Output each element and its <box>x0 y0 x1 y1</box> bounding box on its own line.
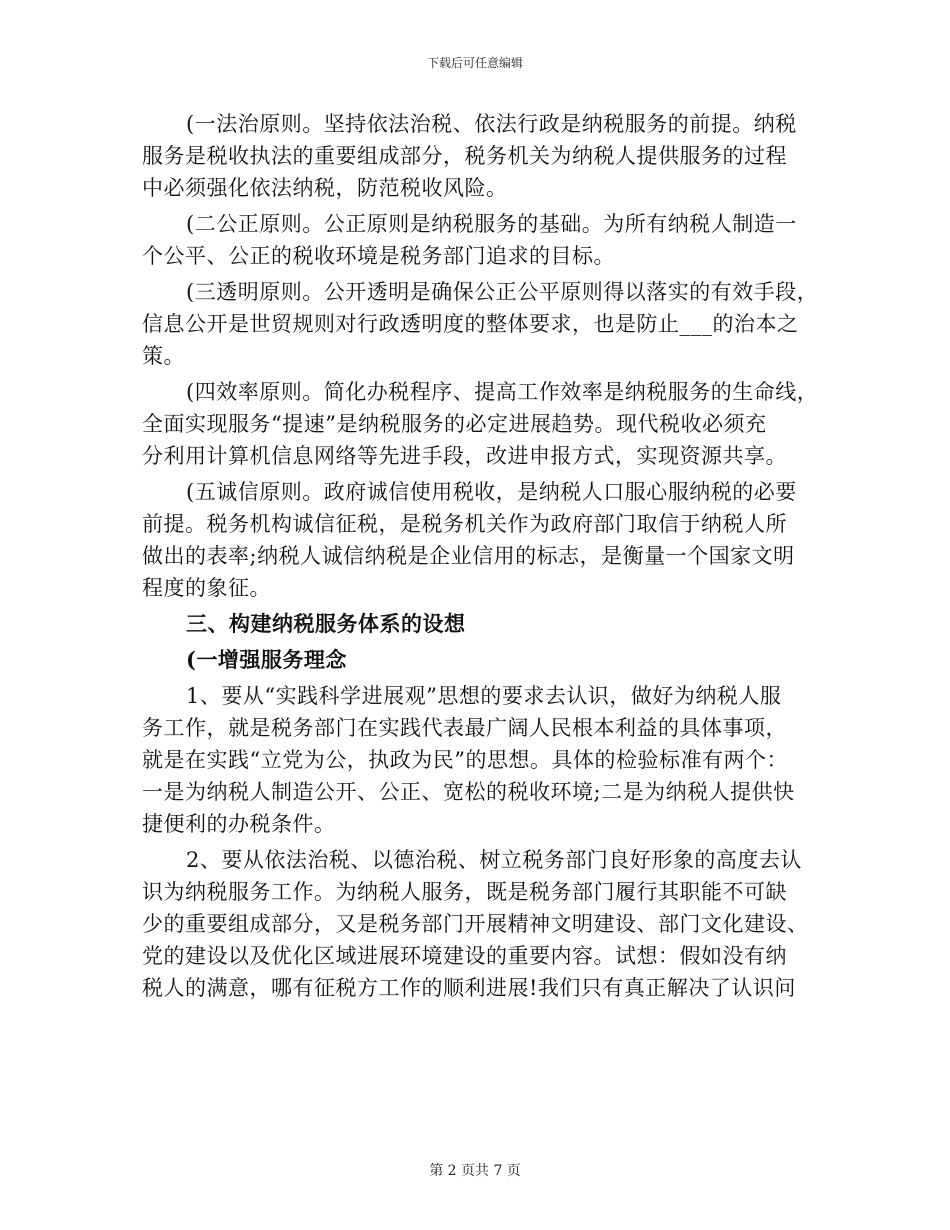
paragraph-point-1 <box>142 680 822 840</box>
text-line: 1、要从“实践科学进展观”思想的要求去认识，做好为纳税人服 <box>186 684 782 708</box>
paragraph-transparency <box>142 276 822 372</box>
paragraph-fairness <box>142 208 822 272</box>
text-line: 2、要从依法治税、以德治税、树立税务部门良好形象的高度去认 <box>186 848 802 872</box>
subsection-heading <box>142 644 822 676</box>
section-heading-text: 三、构建纳税服务体系的设想 <box>186 611 466 636</box>
text-line: 程度的象征。 <box>142 576 271 600</box>
text-line: 前提。税务机构诚信征税，是税务机关作为政府部门取信于纳税人所 <box>142 512 787 536</box>
text-line: 策。 <box>142 344 185 368</box>
text-line: 个公平、公正的税收环境是税务部门追求的目标。 <box>142 244 615 268</box>
paragraph-rule-of-law <box>142 108 822 204</box>
subsection-heading-text: (一增强服务理念 <box>186 647 347 672</box>
text-line: 捷便利的办税条件。 <box>142 812 336 836</box>
text-line: 中必须强化依法纳税，防范税收风险。 <box>142 176 508 200</box>
text-line: (二公正原则。公正原则是纳税服务的基础。为所有纳税人制造一 <box>186 212 797 236</box>
text-line: 信息公开是世贸规则对行政透明度的整体要求，也是防止___的治本之 <box>142 312 799 336</box>
text-line: 务工作，就是税务部门在实践代表最广阔人民根本利益的具体事项， <box>142 716 787 740</box>
text-line: 就是在实践“立党为公，执政为民”的思想。具体的检验标准有两个： <box>142 748 788 772</box>
paragraph-point-2 <box>142 844 822 1004</box>
text-line: 税人的满意，哪有征税方工作的顺利进展!我们只有真正解决了认识问 <box>142 976 796 1000</box>
text-line: (一法治原则。坚持依法治税、依法行政是纳税服务的前提。纳税 <box>186 112 797 136</box>
text-line: 党的建设以及优化区域进展环境建设的重要内容。试想：假如没有纳 <box>142 944 787 968</box>
paragraph-integrity <box>142 476 822 604</box>
section-heading <box>142 608 822 640</box>
text-line: 识为纳税服务工作。为纳税人服务，既是税务部门履行其职能不可缺 <box>142 880 787 904</box>
text-line: 全面实现服务“提速”是纳税服务的必定进展趋势。现代税收必须充 <box>142 412 767 436</box>
text-line: 分利用计算机信息网络等先进手段，改进申报方式，实现资源共享。 <box>142 444 787 468</box>
text-line: (三透明原则。公开透明是确保公正公平原则得以落实的有效手段， <box>186 280 819 304</box>
page-header: 下载后可任意编辑 <box>426 56 523 70</box>
text-line: (五诚信原则。政府诚信使用税收，是纳税人口服心服纳税的必要 <box>186 480 797 504</box>
text-line: 一是为纳税人制造公开、公正、宽松的税收环境;二是为纳税人提供快 <box>142 780 795 804</box>
text-line: 做出的表率;纳税人诚信纳税是企业信用的标志，是衡量一个国家文明 <box>142 544 795 568</box>
paragraph-efficiency <box>142 376 822 472</box>
page-number: 第 2 页共 7 页 <box>429 1163 521 1179</box>
text-line: 服务是税收执法的重要组成部分，税务机关为纳税人提供服务的过程 <box>142 144 787 168</box>
text-line: 少的重要组成部分，又是税务部门开展精神文明建设、部门文化建设、 <box>142 912 809 936</box>
document-body <box>142 108 822 1008</box>
text-line: (四效率原则。简化办税程序、提高工作效率是纳税服务的生命线， <box>186 380 819 404</box>
